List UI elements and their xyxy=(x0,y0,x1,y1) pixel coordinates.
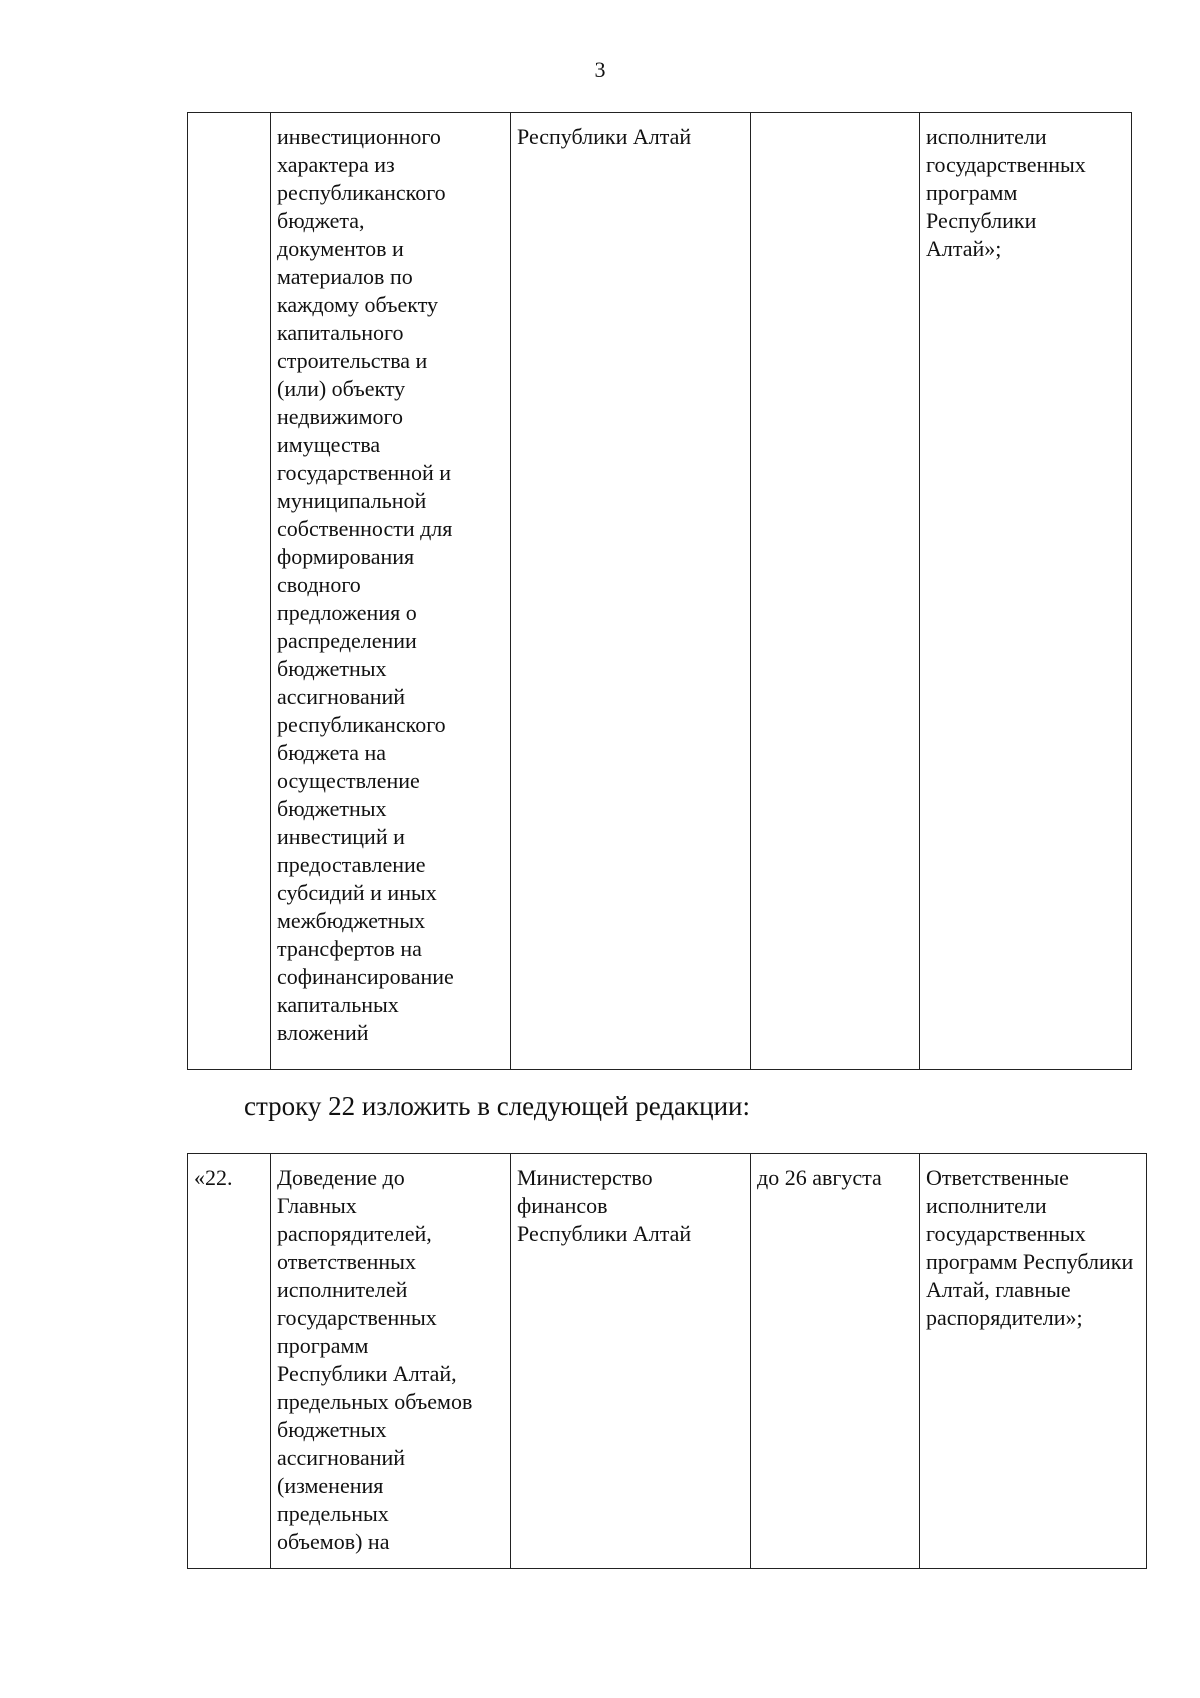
cell-text-line: осуществление xyxy=(277,768,420,793)
cell-text-line: недвижимого xyxy=(277,404,403,429)
cell-text-line: трансфертов на xyxy=(277,936,422,961)
cell-text-line: строительства и xyxy=(277,348,428,373)
table-row xyxy=(188,113,1132,1070)
cell-text-line: Алтай»; xyxy=(926,236,1002,261)
cell-text-line: предложения о xyxy=(277,600,417,625)
cell-text-line: финансов xyxy=(517,1193,608,1218)
cell-text-line: предельных xyxy=(277,1501,389,1526)
cell-text-line: республиканского xyxy=(277,712,446,737)
cell-text-line: ассигнований xyxy=(277,684,406,709)
cell-recipient xyxy=(920,113,1132,1070)
cell-text-line: (или) объекту xyxy=(277,376,406,401)
cell-text-line: объемов) на xyxy=(277,1529,390,1554)
cell-text-line: документов и xyxy=(277,236,404,261)
cell-text-line: инвестиционного xyxy=(277,124,441,149)
cell-text-line: Республики Алтай xyxy=(517,1221,692,1246)
cell-text-line: сводного xyxy=(277,572,361,597)
cell-deadline xyxy=(751,113,920,1070)
cell-text-line: Алтай, главные xyxy=(926,1277,1071,1302)
cell-text-line: бюджетных xyxy=(277,1417,387,1442)
cell-text-line: республиканского xyxy=(277,180,446,205)
cell-text-line: каждому объекту xyxy=(277,292,439,317)
table-continued xyxy=(187,112,1132,1070)
cell-text-line: распределении xyxy=(277,628,417,653)
cell-text-line: программ Республики xyxy=(926,1249,1134,1274)
cell-text-line: исполнителей xyxy=(277,1277,408,1302)
cell-text-line: вложений xyxy=(277,1020,369,1045)
cell-text-line: программ xyxy=(277,1333,369,1358)
cell-text-line: бюджетных xyxy=(277,796,387,821)
cell-text-line: Ответственные xyxy=(926,1165,1069,1190)
cell-text-line: материалов по xyxy=(277,264,413,289)
table-row xyxy=(188,1154,1147,1569)
cell-text-line: ассигнований xyxy=(277,1445,406,1470)
cell-row-number xyxy=(188,113,271,1070)
cell-text-line: Главных xyxy=(277,1193,357,1218)
cell-text-line: субсидий и иных xyxy=(277,880,437,905)
cell-row-number: «22. xyxy=(188,1154,271,1569)
cell-text-line: государственных xyxy=(926,152,1086,177)
cell-text-line: предоставление xyxy=(277,852,426,877)
cell-text-line: софинансирование xyxy=(277,964,454,989)
table-new-row-22 xyxy=(187,1153,1147,1569)
cell-text-line: муниципальной xyxy=(277,488,427,513)
cell-activity xyxy=(271,1154,511,1569)
cell-executor xyxy=(511,1154,751,1569)
cell-activity xyxy=(271,113,511,1070)
cell-text-line: ответственных xyxy=(277,1249,416,1274)
cell-text-line: Республики Алтай, xyxy=(277,1361,457,1386)
cell-text-line: государственной и xyxy=(277,460,452,485)
cell-executor xyxy=(511,113,751,1070)
cell-text-line: бюджетных xyxy=(277,656,387,681)
cell-text-line: характера из xyxy=(277,152,395,177)
cell-text-line: распорядителей, xyxy=(277,1221,432,1246)
cell-text-line: имущества xyxy=(277,432,381,457)
cell-text-line: предельных объемов xyxy=(277,1389,473,1414)
cell-text-line: государственных xyxy=(926,1221,1086,1246)
cell-text-line: межбюджетных xyxy=(277,908,426,933)
cell-text-line: бюджета на xyxy=(277,740,387,765)
instruction-text: строку 22 изложить в следующей редакции: xyxy=(244,1091,751,1121)
cell-text-line: капитальных xyxy=(277,992,399,1017)
cell-deadline: до 26 августа xyxy=(751,1154,920,1569)
cell-text-line: Республики Алтай xyxy=(517,124,692,149)
cell-text-line: программ Республики xyxy=(926,180,1037,233)
cell-text-line: (изменения xyxy=(277,1473,384,1498)
cell-text-line: инвестиций и xyxy=(277,824,405,849)
cell-text-line: исполнители xyxy=(926,1193,1047,1218)
cell-text-line: государственных xyxy=(277,1305,437,1330)
cell-text-line: формирования xyxy=(277,544,415,569)
cell-text-line: распорядители»; xyxy=(926,1305,1083,1330)
cell-text-line: капитального xyxy=(277,320,404,345)
cell-recipient xyxy=(920,1154,1147,1569)
cell-text-line: Министерство xyxy=(517,1165,653,1190)
cell-text-line: Доведение до xyxy=(277,1165,405,1190)
cell-text-line: бюджета, xyxy=(277,208,365,233)
page-number: 3 xyxy=(594,57,606,82)
cell-text-line: исполнители xyxy=(926,124,1047,149)
cell-text-line: собственности для xyxy=(277,516,453,541)
